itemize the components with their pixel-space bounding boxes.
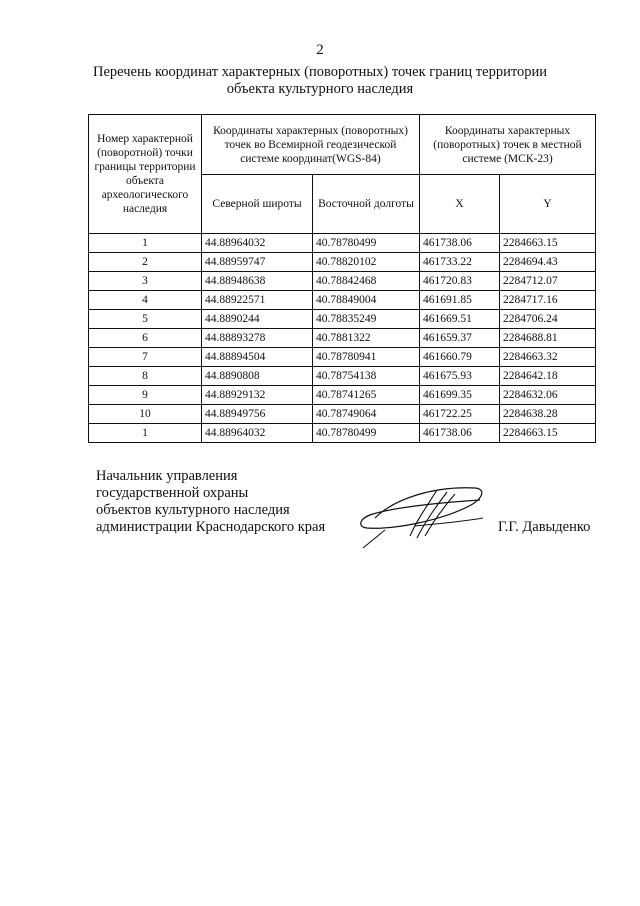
- latitude-cell: 44.88893278: [202, 329, 313, 348]
- latitude-cell: 44.88959747: [202, 253, 313, 272]
- point-cell: 1: [89, 424, 202, 443]
- y-cell: 2284717.16: [500, 291, 596, 310]
- latitude-cell: 44.88964032: [202, 424, 313, 443]
- y-cell: 2284663.32: [500, 348, 596, 367]
- page-number: 2: [316, 42, 324, 58]
- header-wgs84-group: Координаты характерных (поворотных) точек во Всемирной геодезической системе координат(WGS-84): [202, 115, 420, 175]
- title-line-2: объекта культурного наследия: [226, 81, 414, 97]
- x-cell: 461722.25: [420, 405, 500, 424]
- x-cell: 461738.06: [420, 424, 500, 443]
- latitude-cell: 44.88894504: [202, 348, 313, 367]
- longitude-cell: 40.78820102: [313, 253, 420, 272]
- y-cell: 2284706.24: [500, 310, 596, 329]
- table-row: [89, 348, 596, 367]
- x-cell: 461691.85: [420, 291, 500, 310]
- coordinates-table: [88, 114, 596, 443]
- table-row: [89, 272, 596, 291]
- latitude-cell: 44.88964032: [202, 234, 313, 253]
- x-cell: 461733.22: [420, 253, 500, 272]
- x-cell: 461669.51: [420, 310, 500, 329]
- y-cell: 2284632.06: [500, 386, 596, 405]
- point-cell: 4: [89, 291, 202, 310]
- signatory-line-2: государственной охраны: [96, 485, 249, 501]
- longitude-cell: 40.78835249: [313, 310, 420, 329]
- x-cell: 461720.83: [420, 272, 500, 291]
- latitude-cell: 44.88948638: [202, 272, 313, 291]
- signatory-line-1: Начальник управления: [96, 468, 238, 484]
- point-cell: 8: [89, 367, 202, 386]
- header-y: Y: [500, 175, 596, 234]
- latitude-cell: 44.88922571: [202, 291, 313, 310]
- header-x: X: [420, 175, 500, 234]
- longitude-cell: 40.7881322: [313, 329, 420, 348]
- header-msk23-group: Координаты характерных (поворотных) точек в местной системе (МСК-23): [420, 115, 596, 175]
- y-cell: 2284694.43: [500, 253, 596, 272]
- point-cell: 5: [89, 310, 202, 329]
- table-row: [89, 234, 596, 253]
- table-row: [89, 367, 596, 386]
- longitude-cell: 40.78780499: [313, 234, 420, 253]
- header-point-number: Номер характерной (поворотной) точки границы территории объекта археологического наследия: [89, 115, 202, 234]
- handwritten-signature: [355, 478, 495, 550]
- table-body: [89, 234, 596, 443]
- y-cell: 2284712.07: [500, 272, 596, 291]
- longitude-cell: 40.78754138: [313, 367, 420, 386]
- signatory-name: Г.Г. Давыденко: [498, 519, 591, 535]
- point-cell: 7: [89, 348, 202, 367]
- longitude-cell: 40.78780941: [313, 348, 420, 367]
- y-cell: 2284642.18: [500, 367, 596, 386]
- point-cell: 2: [89, 253, 202, 272]
- point-cell: 1: [89, 234, 202, 253]
- signatory-position: [96, 468, 325, 536]
- latitude-cell: 44.88949756: [202, 405, 313, 424]
- signatory-line-4: администрации Краснодарского края: [96, 519, 326, 535]
- y-cell: 2284688.81: [500, 329, 596, 348]
- longitude-cell: 40.78849004: [313, 291, 420, 310]
- point-cell: 9: [89, 386, 202, 405]
- table-row: [89, 310, 596, 329]
- x-cell: 461659.37: [420, 329, 500, 348]
- x-cell: 461675.93: [420, 367, 500, 386]
- latitude-cell: 44.88929132: [202, 386, 313, 405]
- y-cell: 2284638.28: [500, 405, 596, 424]
- header-latitude: Северной широты: [202, 175, 313, 234]
- title-line-1: Перечень координат характерных (поворотных) точек границ территории: [92, 64, 548, 80]
- y-cell: 2284663.15: [500, 234, 596, 253]
- x-cell: 461699.35: [420, 386, 500, 405]
- table-row: [89, 405, 596, 424]
- longitude-cell: 40.78842468: [313, 272, 420, 291]
- header-longitude: Восточной долготы: [313, 175, 420, 234]
- longitude-cell: 40.78741265: [313, 386, 420, 405]
- table-row: [89, 291, 596, 310]
- signatory-line-3: объектов культурного наследия: [96, 502, 290, 518]
- document-title: [60, 64, 580, 98]
- table-row: [89, 424, 596, 443]
- longitude-cell: 40.78780499: [313, 424, 420, 443]
- x-cell: 461660.79: [420, 348, 500, 367]
- table-row: [89, 329, 596, 348]
- latitude-cell: 44.8890244: [202, 310, 313, 329]
- x-cell: 461738.06: [420, 234, 500, 253]
- point-cell: 6: [89, 329, 202, 348]
- longitude-cell: 40.78749064: [313, 405, 420, 424]
- table-row: [89, 253, 596, 272]
- point-cell: 3: [89, 272, 202, 291]
- latitude-cell: 44.8890808: [202, 367, 313, 386]
- point-cell: 10: [89, 405, 202, 424]
- y-cell: 2284663.15: [500, 424, 596, 443]
- table-row: [89, 386, 596, 405]
